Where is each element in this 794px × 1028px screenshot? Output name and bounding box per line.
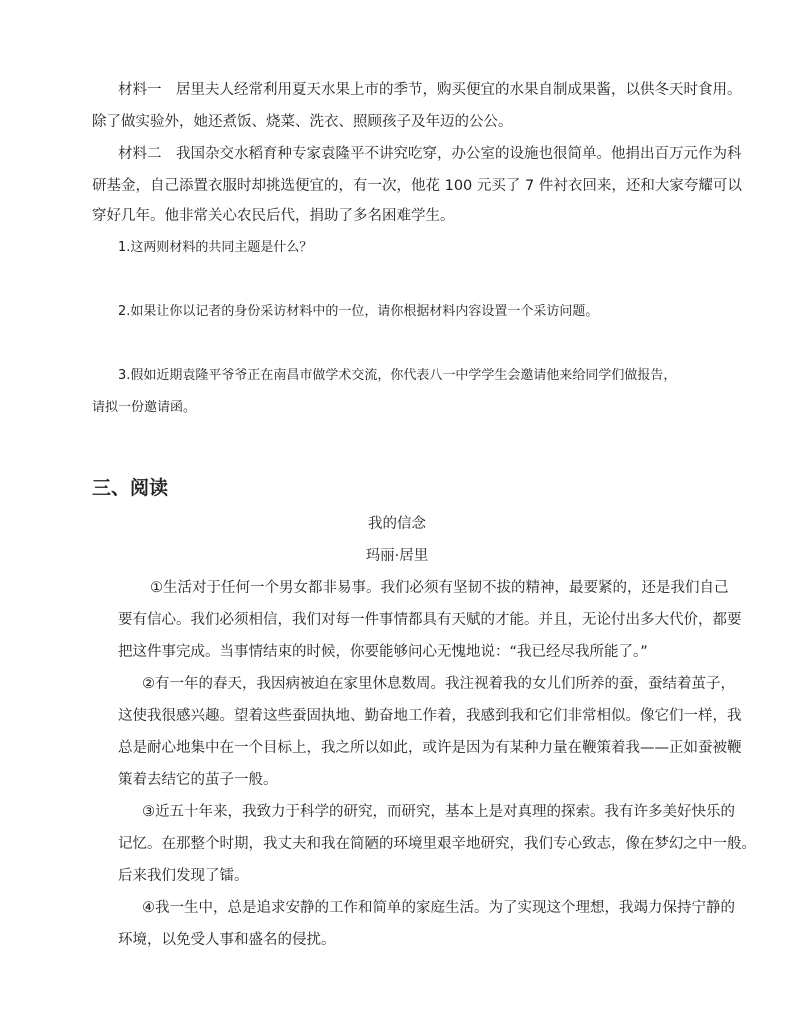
paragraph-1-line-3: 把这件事完成。当事情结束的时候，你要能够问心无愧地说：“我已经尽我所能了。” bbox=[118, 644, 648, 660]
article-author: 玛丽·居里 bbox=[365, 548, 429, 564]
paragraph-2-line-4: 策着去结它的茧子一般。 bbox=[118, 772, 278, 788]
paragraph-3-line-3: 后来我们发现了镭。 bbox=[118, 868, 249, 884]
material-one-line-2: 除了做实验外，她还煮饭、烧菜、洗衣、照顾孩子及年迈的公公。 bbox=[92, 114, 513, 130]
material-two-line-2: 研基金，自己添置衣服时却挑选便宜的，有一次，他花 100 元买了 7 件衬衣回来，还和大家夸耀可以 bbox=[92, 178, 742, 194]
question-2: 2.如果让你以记者的身份采访材料中的一位，请你根据材料内容设置一个采访问题。 bbox=[118, 304, 599, 319]
article-title: 我的信念 bbox=[368, 516, 426, 532]
paragraph-1-line-2: 要有信心。我们必须相信，我们对每一件事情都具有天赋的才能。并且，无论付出多大代价，都要 bbox=[118, 612, 742, 628]
question-1: 1.这两则材料的共同主题是什么？ bbox=[118, 240, 313, 255]
paragraph-2-line-3: 总是耐心地集中在一个目标上，我之所以如此，或许是因为有某种力量在鞭策着我——正如蚕被鞭 bbox=[118, 740, 742, 756]
paragraph-4-line-1: ④我一生中，总是追求安静的工作和简单的家庭生活。为了实现这个理想，我竭力保持宁静的 bbox=[142, 900, 735, 916]
paragraph-1-line-1: ①生活对于任何一个男女都非易事。我们必须有坚韧不拔的精神，最要紧的，还是我们自己 bbox=[150, 580, 729, 596]
material-two-line-3: 穿好几年。他非常关心农民后代，捐助了多名困难学生。 bbox=[92, 208, 455, 224]
paragraph-2-line-1: ②有一年的春天，我因病被迫在家里休息数周。我注视着我的女儿们所养的蚕，蚕结着茧子， bbox=[142, 676, 735, 692]
section-heading: 三、阅读 bbox=[92, 477, 169, 499]
material-one-line-1: 材料一 居里夫人经常利用夏天水果上市的季节，购买便宜的水果自制成果酱，以供冬天时食用。 bbox=[118, 82, 742, 98]
paragraph-3-line-1: ③近五十年来，我致力于科学的研究，而研究，基本上是对真理的探索。我有许多美好快乐的 bbox=[142, 804, 735, 820]
question-3-line-2: 请拟一份邀请函。 bbox=[92, 400, 197, 415]
question-3-line-1: 3.假如近期袁隆平爷爷正在南昌市做学术交流，你代表八一中学学生会邀请他来给同学们做报告， bbox=[118, 368, 677, 383]
material-two-line-1: 材料二 我国杂交水稻育种专家袁隆平不讲究吃穿，办公室的设施也很简单。他捐出百万元作为科 bbox=[118, 146, 742, 162]
paragraph-4-line-2: 环境，以免受人事和盛名的侵扰。 bbox=[118, 932, 336, 948]
paragraph-3-line-2: 记忆。在那整个时期，我丈夫和我在简陋的环境里艰辛地研究，我们专心致志，像在梦幻之中一般。 bbox=[118, 836, 756, 852]
paragraph-2-line-2: 这使我很感兴趣。望着这些蚕固执地、勤奋地工作着，我感到我和它们非常相似。像它们一样，我 bbox=[118, 708, 742, 724]
